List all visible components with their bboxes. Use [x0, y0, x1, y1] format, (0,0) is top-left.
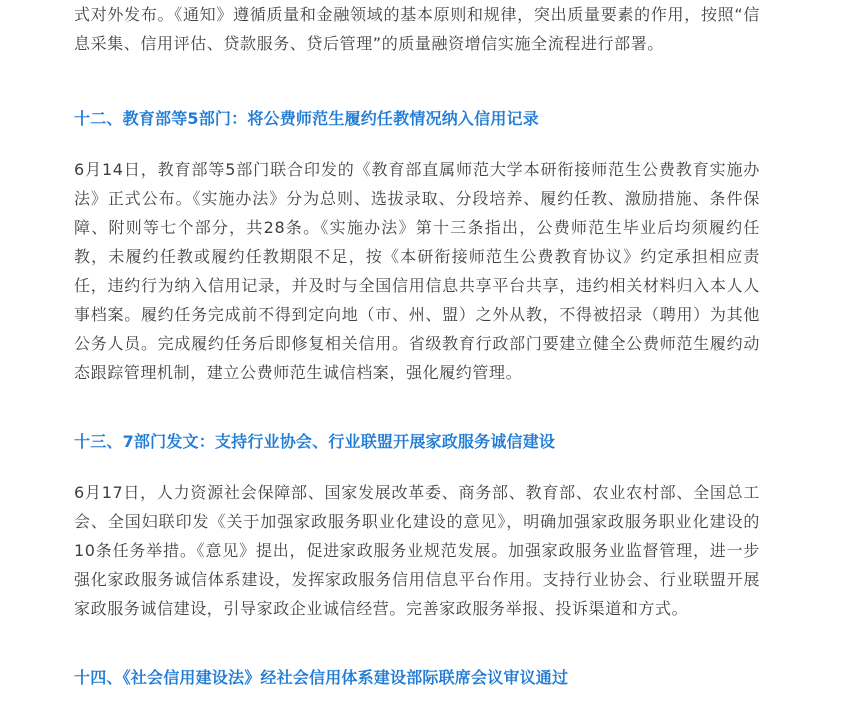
- section-heading: 十三、7部门发文：支持行业协会、行业联盟开展家政服务诚信建设: [74, 432, 556, 451]
- article-paragraph: 6月14日，教育部等5部门联合印发的《教育部直属师范大学本研衔接师范生公费教育实施办法》正式公布。《实施办法》分为总则、选拔录取、分段培养、履约任教、激励措施、条件保障、附则等七个部分，共28条。《实施办法》第十三条指出，公费师范生毕业后均须履约任教，未履约任教或履约任教期限不足，按《本研衔接师范生公费教育协议》约定承担相应责任，违约行为纳入信用记录，并及时与全国信用信息共享平台共享，违约相关材料归入本人人事档案。履约任务完成前不得到定向地（市、州、盟）之外从教，不得被招录（聘用）为其他公务人员。完成履约任务后即修复相关信用。省级教育行政部门要建立健全公费师范生履约动态跟踪管理机制，建立公费师范生诚信档案，强化履约管理。: [74, 160, 760, 382]
- article-paragraph: 6月17日，人力资源社会保障部、国家发展改革委、商务部、教育部、农业农村部、全国总工会、全国妇联印发《关于加强家政服务职业化建设的意见》，明确加强家政服务职业化建设的10条任务举措。《意见》提出，促进家政服务业规范发展。加强家政服务业监督管理，进一步强化家政服务诚信体系建设，发挥家政服务信用信息平台作用。支持行业协会、行业联盟开展家政服务诚信建设，引导家政企业诚信经营。完善家政服务举报、投诉渠道和方式。: [74, 483, 760, 618]
- article-paragraph: 式对外发布。《通知》遵循质量和金融领域的基本原则和规律，突出质量要素的作用，按照“信息采集、信用评估、贷款服务、贷后管理”的质量融资增信实施全流程进行部署。: [74, 5, 760, 53]
- section-heading: 十二、教育部等5部门：将公费师范生履约任教情况纳入信用记录: [74, 109, 539, 128]
- section-heading: 十四、《社会信用建设法》经社会信用体系建设部际联席会议审议通过: [74, 668, 569, 687]
